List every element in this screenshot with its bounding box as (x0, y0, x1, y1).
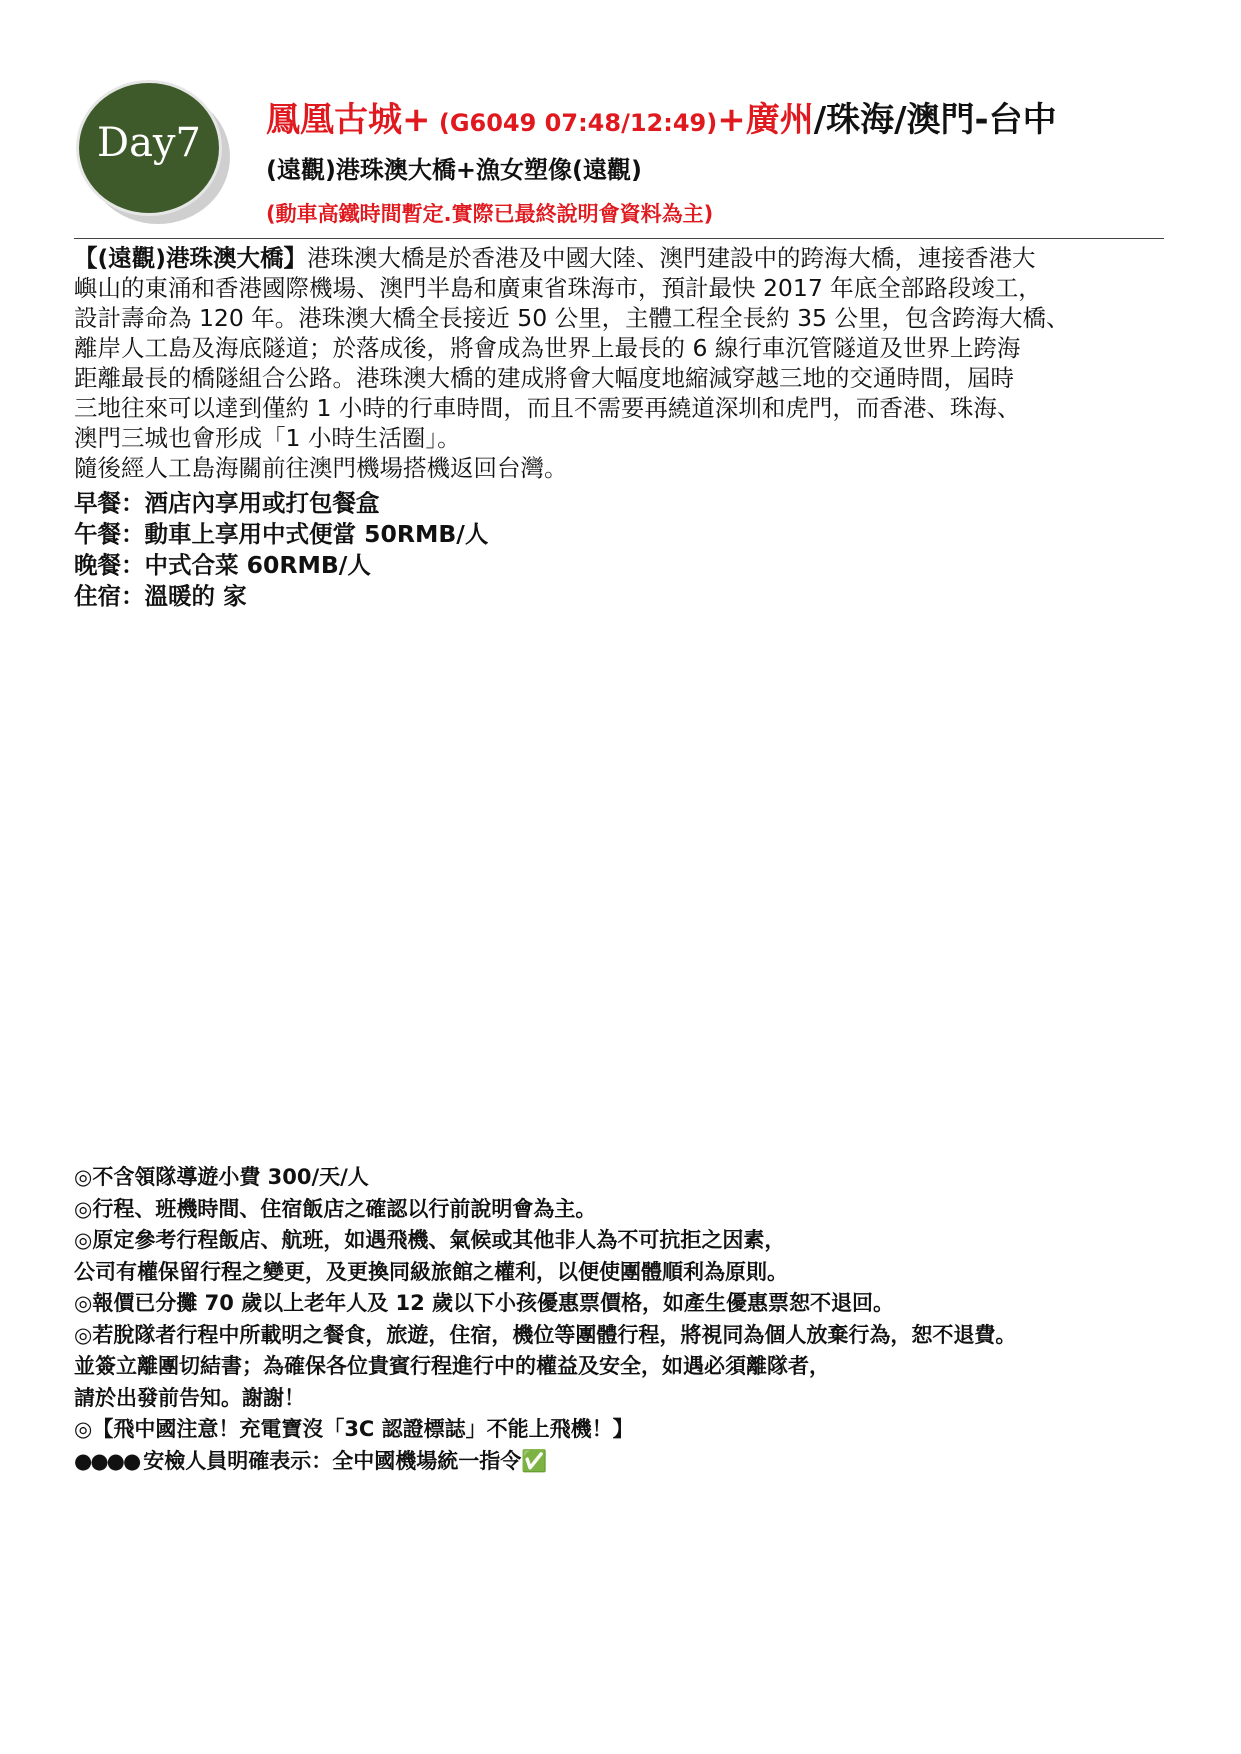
description (74, 243, 1174, 483)
final-note-text: 安檢人員明確表示：全中國機場統一指令 (143, 1448, 522, 1473)
description-line: 離岸人工島及海底隧道；於落成後，將會成為世界上最長的 6 線行車沉管隧道及世界上跨海 (74, 334, 1021, 362)
page-title (266, 92, 1057, 141)
description-line: 距離最長的橋隧組合公路。港珠澳大橋的建成將會大幅度地縮減穿越三地的交通時間，屆時 (74, 364, 1014, 392)
note-item: ◎不含領隊導遊小費 300/天/人 (74, 1165, 369, 1189)
divider (74, 238, 1164, 239)
description-line: 三地往來可以達到僅約 1 小時的行車時間，而且不需要再繞道深圳和虎門，而香港、珠海、 (74, 394, 1021, 422)
description-line: 澳門三城也會形成「1 小時生活圈」。 (74, 424, 461, 452)
title-train-info: (G6049 07:48/12:49) (430, 109, 718, 137)
note-item: ◎若脫隊者行程中所載明之餐食，旅遊，住宿，機位等團體行程，將視同為個人放棄行為，恕不退費。 (74, 1322, 1017, 1347)
day-badge (76, 80, 234, 228)
note-item: ◎報價已分攤 70 歲以上老年人及 12 歲以下小孩優惠票價格，如產生優惠票恕不退回。 (74, 1291, 895, 1315)
note-item: ◎原定參考行程飯店、航班，如遇飛機、氣候或其他非人為不可抗拒之因素， (74, 1228, 786, 1252)
note-item: 並簽立離團切結書；為確保各位貴賓行程進行中的權益及安全，如遇必須離隊者， (74, 1354, 830, 1378)
note-item: ◎行程、班機時間、住宿飯店之確認以行前說明會為主。 (74, 1196, 597, 1221)
title-destination-1: 鳳凰古城+ (266, 100, 431, 140)
note-item: ◎【飛中國注意！充電寶沒「3C 認證標誌」不能上飛機！】 (74, 1417, 634, 1441)
day-label: Day7 (76, 80, 222, 216)
lunch: 午餐：動車上享用中式便當 50RMB/人 (74, 520, 489, 548)
note-item: 請於出發前告知。謝謝！ (74, 1385, 305, 1410)
description-line: 【(遠觀)港珠澳大橋】港珠澳大橋是於香港及中國大陸、澳門建設中的跨海大橋，連接香港大 (74, 244, 1036, 272)
note-item: 公司有權保留行程之變更，及更換同級旅館之權利，以便使團體順利為原則。 (74, 1259, 788, 1284)
lodging: 住宿：溫暖的 家 (74, 582, 247, 610)
check-mark-icon: ✅ (521, 1448, 548, 1473)
title-destination-2: +廣州 (717, 100, 814, 140)
description-line: 隨後經人工島海關前往澳門機場搭機返回台灣。 (74, 454, 568, 482)
notes-section (74, 1162, 1016, 1477)
description-line: 設計壽命為 120 年。港珠澳大橋全長接近 50 公里，主體工程全長約 35 公里，包含跨海大橋、 (74, 304, 1070, 332)
meals-section (74, 488, 488, 612)
breakfast: 早餐：酒店內享用或打包餐盒 (74, 489, 380, 517)
page-subtitle: (遠觀)港珠澳大橋+漁女塑像(遠觀) (266, 156, 642, 184)
schedule-note: (動車高鐵時間暫定.實際已最終說明會資料為主) (266, 202, 714, 226)
final-note (74, 1446, 1016, 1478)
bullet-dots-icon: ●●●● (74, 1448, 140, 1473)
description-heading: 【(遠觀)港珠澳大橋】 (74, 244, 307, 272)
dinner: 晚餐：中式合菜 60RMB/人 (74, 551, 371, 579)
title-destination-3: /珠海/澳門-台中 (813, 100, 1057, 140)
description-line: 嶼山的東涌和香港國際機場、澳門半島和廣東省珠海市，預計最快 2017 年底全部路段竣工， (74, 274, 1042, 302)
